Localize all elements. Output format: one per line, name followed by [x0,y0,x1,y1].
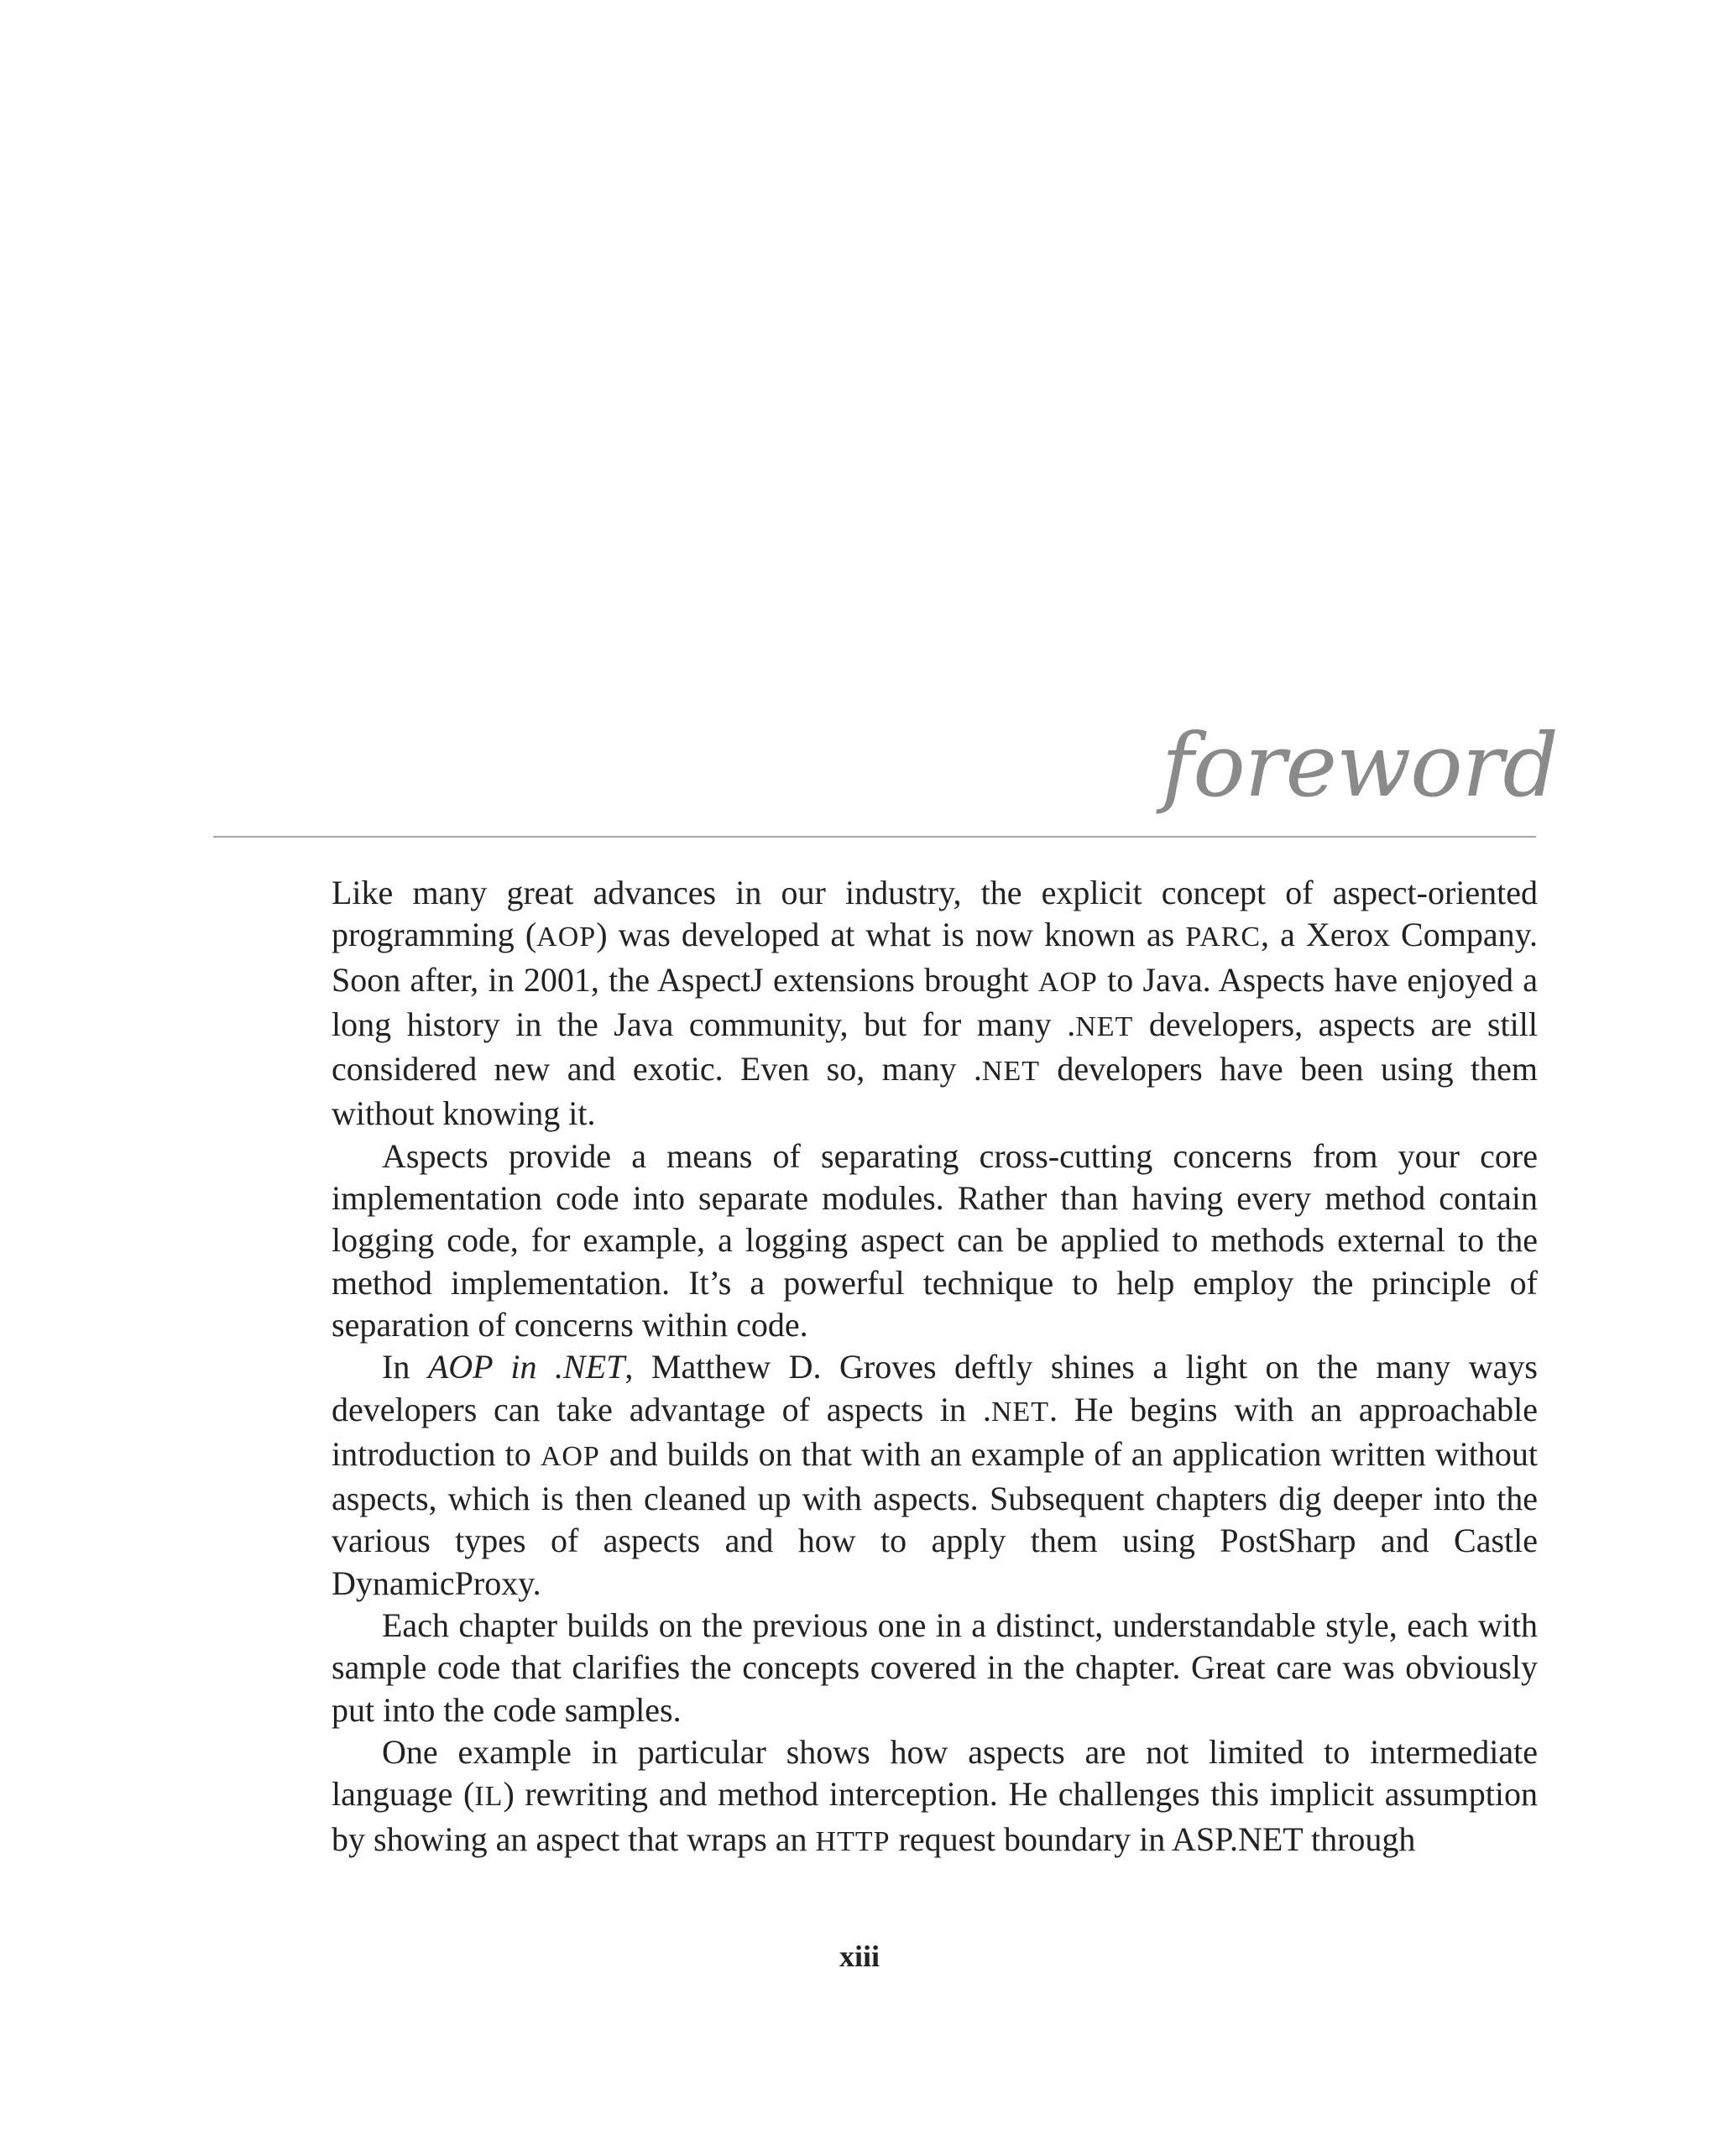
small-caps-text: NET [1075,1010,1134,1042]
paragraph: One example in particular shows how aspects are not limited to intermediate language (IL) rewriting and method interception. He challenges this implicit assumption by showing an aspect that wraps an HTTP request boundary in ASP.NET through [332,1732,1538,1858]
small-caps-text: IL [474,1781,504,1813]
small-caps-text: NET [990,1396,1049,1428]
paragraph: Like many great advances in our industry, the explicit concept of aspect-oriented programming (AOP) was developed at what is now known as PARC, a Xerox Company. Soon after, in 2001, the AspectJ extensions brought AOP to Java. Aspects have enjoyed a long history in the Java community, but for many .NET developers, aspects are still considered new and exotic. Even so, many .NET developers have been using them without knowing it. [332,874,1539,1133]
page-number: xiii [839,1939,880,1973]
small-caps-text: AOP [540,1440,600,1472]
paragraph: Aspects provide a means of separating cross-cutting concerns from your core implementation code into separate modules. Rather than having every method contain logging code, for example, a logging aspect can be applied to methods external to the method implementation. It’s a powerful technique to help employ the principle of separation of concerns within code. [332,1136,1538,1344]
small-caps-text: AOP [1037,966,1098,998]
section-title: foreword [1161,714,1558,817]
title-rule [213,836,1536,838]
small-caps-text: HTTP [815,1825,891,1857]
paragraph: In AOP in .NET, Matthew D. Groves deftly shines a light on the many ways developers can take advantage of aspects in .NET. He begins with an approachable introduction to AOP and builds on that with an example of an application written without aspects, which is then cleaned up with aspects. Subsequent chapters dig deeper into the various types of aspects and how to apply them using PostSharp and Castle DynamicProxy. [332,1348,1539,1602]
small-caps-text: PARC [1185,921,1262,953]
book-title-italic: AOP in .NET [427,1348,625,1386]
small-caps-text: NET [981,1056,1040,1088]
paragraph: Each chapter builds on the previous one in a distinct, understandable style, each with sample code that clarifies the concepts covered in the chapter. Great care was obviously put into the code samples. [332,1606,1538,1729]
body-text [332,872,1538,1863]
small-caps-text: AOP [536,921,597,953]
